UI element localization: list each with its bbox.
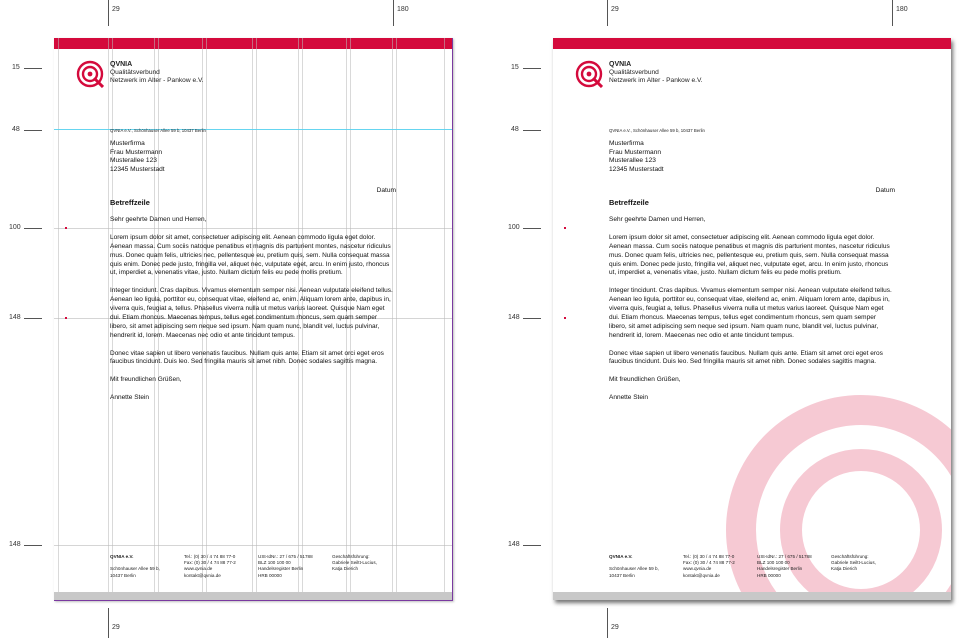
date-label: Datum: [376, 187, 396, 194]
recipient-line: Frau Mustermann: [609, 148, 662, 156]
subject-line: Betreffzeile: [609, 198, 649, 207]
brand-name: QVNIA: [609, 61, 632, 68]
footer-col-bank: [258, 554, 313, 579]
signature: Annette Stein: [609, 394, 649, 402]
footer-mgmt-label: Geschäftsführung:: [831, 554, 869, 559]
footer-col-management: [831, 554, 876, 573]
footer-col-bank: [757, 554, 812, 579]
footer-org-name: QVNIA e.V.: [609, 554, 633, 559]
date-label: Datum: [875, 187, 895, 194]
footer-fax: Fax: (0) 30 / 4 74 88 77-2: [683, 560, 735, 566]
footer-vat: USt-IdNr.: 27 / 675 / 51788: [757, 554, 812, 559]
footer-mgmt-label: Geschäftsführung:: [332, 554, 370, 559]
footer-register: Handelsregister Berlin: [757, 566, 803, 572]
footer-blz: BLZ 100 100 00: [757, 560, 790, 566]
footer-tel: Tel.: (0) 30 / 4 74 88 77-0: [683, 554, 735, 559]
salutation: Sehr geehrte Damen und Herren,: [110, 216, 207, 223]
footer-register: Handelsregister Berlin: [258, 566, 304, 572]
brand-line1: Qualitätsverbund: [110, 69, 160, 76]
footer-col-org: [609, 554, 659, 579]
footer-mgmt-name2: Katja Dierich: [332, 566, 359, 572]
recipient-line: Musterallee 123: [110, 157, 157, 165]
bottom-gray-bar: [54, 592, 452, 600]
recipient-line: 12345 Musterstadt: [609, 165, 664, 173]
punch-mark: [564, 317, 566, 319]
fold-mark: [65, 227, 67, 229]
letter-sheet-final: [553, 38, 951, 600]
fold-mark: [564, 227, 566, 229]
footer-mgmt-name2: Katja Dierich: [831, 566, 858, 572]
footer-email: kontakt@qvnia.de: [683, 572, 720, 578]
footer-email: kontakt@qvnia.de: [184, 572, 221, 578]
brand-block: [110, 61, 204, 85]
footer-hrb: HRB 00000: [757, 572, 781, 578]
recipient-line: 12345 Musterstadt: [110, 165, 165, 173]
footer-col-contact: [184, 554, 236, 579]
paragraph: Donec vitae sapien ut libero venenatis faucibus. Nullam quis ante. Etiam sit amet orci eget eros faucibus tincidunt. Duis leo. Sed fringilla mauris sit amet nibh. Donec sodales sagittis magna.: [110, 349, 384, 366]
footer-col-management: [332, 554, 377, 573]
brand-line2: Netzwerk im Alter - Pankow e.V.: [110, 77, 204, 84]
recipient-line: Musterfirma: [609, 140, 644, 147]
footer-tel: Tel.: (0) 30 / 4 74 88 77-0: [184, 554, 236, 559]
footer-city: 10437 Berlin: [609, 572, 635, 578]
top-color-bar: [553, 38, 951, 49]
footer-org-name: QVNIA e.V.: [110, 554, 134, 559]
paragraph: Lorem ipsum dolor sit amet, consectetuer adipiscing elit. Aenean commodo ligula eget dolor. Aenean massa. Cum sociis natoque penatibus et magnis dis parturient montes, nascetur ridiculus mus. Donec quam felis, ultricies nec, pellentesque eu, pretium quis, sem. Nulla consequat massa quis enim. Donec pede justo, fringilla vel, aliquet nec, vulputate eget, arcu. In enim justo, rhoncus ut, imperdiet a, venenatis vitae, justo. Nullam dictum felis eu pede mollis pretium.: [609, 233, 890, 277]
closing: Mit freundlichen Grüßen,: [110, 376, 182, 384]
footer-mgmt-name1: Gabriele Seiltt-Lucius,: [831, 560, 876, 566]
footer-street: Schönhauser Allee 59 b,: [110, 566, 160, 572]
brand-name: QVNIA: [110, 61, 133, 68]
paragraph: Donec vitae sapien ut libero venenatis faucibus. Nullam quis ante. Etiam sit amet orci eget eros faucibus tincidunt. Duis leo. Sed fringilla mauris sit amet nibh. Donec sodales sagittis magna.: [609, 349, 883, 366]
signature: Annette Stein: [110, 394, 150, 402]
footer-vat: USt-IdNr.: 27 / 675 / 51788: [258, 554, 313, 559]
sender-line: QVNIA e.V., Schönhauser Allee 59 b, 10437 Berlin: [110, 128, 206, 133]
footer-web: www.qvnia.de: [683, 566, 712, 572]
footer-col-org: [110, 554, 160, 579]
subject-line: Betreffzeile: [110, 198, 150, 207]
recipient-address: [110, 140, 165, 174]
footer-mgmt-name1: Gabriele Seiltt-Lucius,: [332, 560, 377, 566]
footer-col-contact: [683, 554, 735, 579]
paragraph: Integer tincidunt. Cras dapibus. Vivamus elementum semper nisi. Aenean vulputate eleifend tellus. Aenean leo ligula, porttitor eu, consequat vitae, eleifend ac, enim. Aliquam lorem ante, dapibus in, viverra quis, feugiat a, tellus. Phasellus viverra nulla ut metus varius laoreet. Quisque Nam eget dui. Etiam rhoncus. Maecenas tempus, tellus eget condimentum rhoncus, sem quam semper libero, sit amet adipiscing sem neque sed ipsum. Nam quam nunc, blandit vel, luctus pulvinar, hendrerit id, lorem. Maecenas nec odio et ante tincidunt tempus.: [110, 287, 393, 339]
footer-city: 10437 Berlin: [110, 572, 136, 578]
footer-street: Schönhauser Allee 59 b,: [609, 566, 659, 572]
paragraph: Lorem ipsum dolor sit amet, consectetuer adipiscing elit. Aenean commodo ligula eget dolor. Aenean massa. Cum sociis natoque penatibus et magnis dis parturient montes, nascetur ridiculus mus. Donec quam felis, ultricies nec, pellentesque eu, pretium quis, sem. Nulla consequat massa quis enim. Donec pede justo, fringilla vel, aliquet nec, vulputate eget, arcu. In enim justo, rhoncus ut, imperdiet a, venenatis vitae, justo. Nullam dictum felis eu pede mollis pretium.: [110, 233, 391, 277]
qvnia-logo-icon: [76, 60, 104, 88]
recipient-line: Frau Mustermann: [110, 148, 163, 156]
punch-mark: [65, 317, 67, 319]
qvnia-logo-icon: [575, 60, 603, 88]
paragraph: Integer tincidunt. Cras dapibus. Vivamus elementum semper nisi. Aenean vulputate eleifend tellus. Aenean leo ligula, porttitor eu, consequat vitae, eleifend ac, enim. Aliquam lorem ante, dapibus in, viverra quis, feugiat a, tellus. Phasellus viverra nulla ut metus varius laoreet. Quisque Nam eget dui. Etiam rhoncus. Maecenas tempus, tellus eget condimentum rhoncus, sem quam semper libero, sit amet adipiscing sem neque sed ipsum. Nam quam nunc, blandit vel, luctus pulvinar, hendrerit id, lorem. Maecenas nec odio et ante tincidunt tempus.: [609, 287, 892, 339]
bottom-gray-bar: [553, 592, 951, 600]
footer-web: www.qvnia.de: [184, 566, 213, 572]
footer-hrb: HRB 00000: [258, 572, 282, 578]
recipient-line: Musterallee 123: [609, 157, 656, 165]
recipient-address: [609, 140, 664, 174]
sender-line: QVNIA e.V., Schönhauser Allee 59 b, 10437 Berlin: [609, 128, 705, 133]
closing: Mit freundlichen Grüßen,: [609, 376, 681, 384]
letter-sheet-with-grid: [54, 38, 453, 601]
brand-line1: Qualitätsverbund: [609, 69, 659, 76]
brand-block: [609, 61, 703, 85]
letter-body: [609, 216, 894, 412]
recipient-line: Musterfirma: [110, 140, 145, 147]
footer-fax: Fax: (0) 30 / 4 74 88 77-2: [184, 560, 236, 566]
salutation: Sehr geehrte Damen und Herren,: [609, 216, 706, 223]
letter-body: [110, 216, 395, 412]
footer-blz: BLZ 100 100 00: [258, 560, 291, 566]
brand-line2: Netzwerk im Alter - Pankow e.V.: [609, 77, 703, 84]
